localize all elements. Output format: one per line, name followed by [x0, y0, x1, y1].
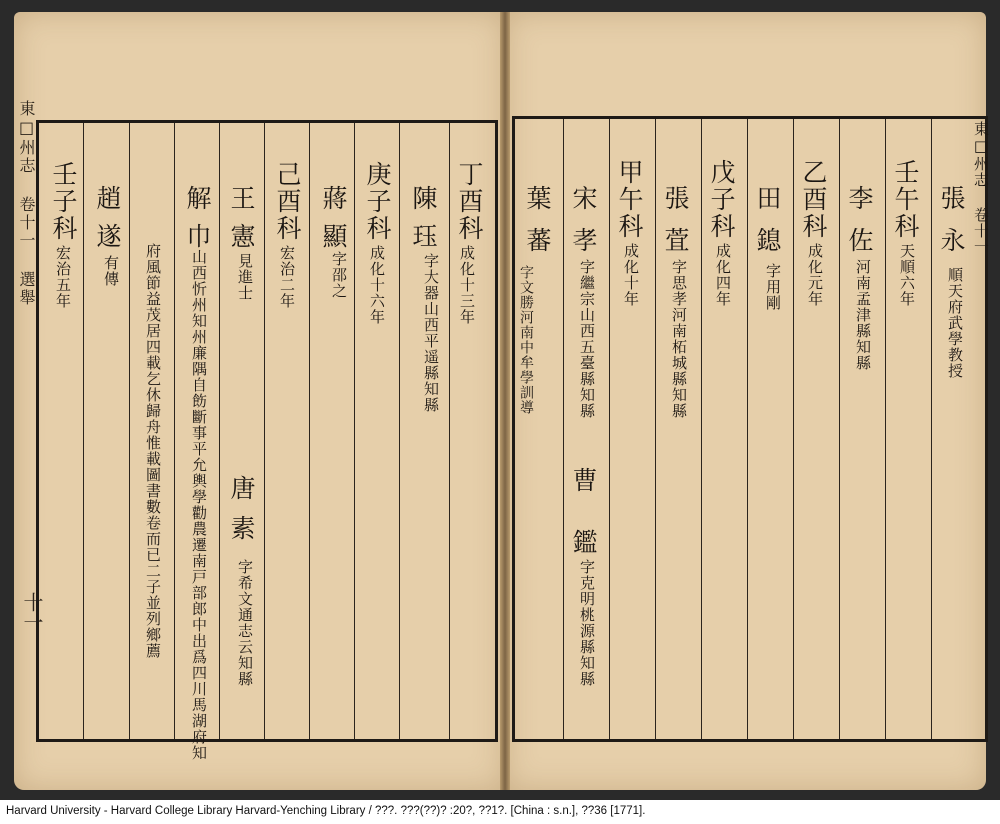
candidate-note: 字希文通志云知縣	[236, 559, 254, 687]
candidate-given-name: 憲	[227, 223, 256, 250]
candidate-note: 字邵之	[330, 251, 348, 299]
candidate-note: 河南孟津縣知縣	[854, 259, 872, 371]
left-margin-title: 東□州志 卷十一 選舉	[17, 100, 36, 307]
candidate-note: 順天府武學教授	[946, 267, 964, 379]
candidate-note: 見進士	[236, 253, 254, 301]
candidate-name: 張	[937, 185, 966, 212]
exam-year-heading: 戊子科	[707, 159, 736, 240]
page-number: 十一	[20, 592, 44, 632]
candidate-name: 陳	[409, 185, 438, 212]
candidate-name: 趙	[93, 185, 122, 212]
candidate-note: 字思孝河南柘城縣知縣	[670, 259, 688, 419]
exam-year-heading: 乙酉科	[799, 159, 828, 240]
reign-year-note: 宏治五年	[54, 245, 72, 309]
reign-year-note: 宏治二年	[278, 245, 296, 309]
candidate-given-name: 顯	[319, 223, 348, 250]
candidate-given-name: 遂	[93, 223, 122, 250]
candidate-note: 字文勝河南中牟學訓導	[518, 265, 534, 415]
candidate-given-name: 佐	[845, 227, 874, 254]
candidate-name: 田	[753, 185, 782, 212]
candidate-note: 字繼宗山西五臺縣知縣	[578, 259, 596, 419]
exam-year-heading: 己酉科	[273, 161, 302, 242]
candidate-name: 宋	[569, 185, 598, 212]
candidate-note: 有傳	[102, 255, 120, 287]
candidate-given-name: 蕃	[523, 227, 552, 254]
reign-year-note: 天順六年	[898, 243, 916, 307]
reign-year-note: 成化十年	[622, 243, 640, 307]
candidate-name: 王	[227, 185, 256, 212]
reign-year-note: 成化四年	[714, 243, 732, 307]
candidate-given-name: 孝	[569, 227, 598, 254]
candidate-name: 李	[845, 185, 874, 212]
candidate-given-name: 珏	[409, 223, 438, 250]
candidate-biography-continued: 府風節益茂居四載乞休歸舟惟載圖書數卷而已二子並列鄉薦	[144, 243, 162, 659]
candidate-given-name: 素	[227, 515, 256, 542]
book-gutter	[500, 12, 510, 790]
candidate-note: 字克明桃源縣知縣	[578, 559, 596, 687]
candidate-name: 解	[183, 185, 212, 212]
right-text-frame	[512, 116, 988, 742]
library-caption: Harvard University - Harvard College Library Harvard-Yenching Library / ???. ???(??)? :20?, ??1?. [China : s.n.], ??36 [1771].	[6, 805, 646, 817]
exam-year-heading: 甲午科	[615, 159, 644, 240]
candidate-note: 字用剛	[764, 263, 782, 311]
candidate-name: 唐	[227, 475, 256, 502]
exam-year-heading: 庚子科	[363, 161, 392, 242]
exam-year-heading: 壬午科	[891, 159, 920, 240]
candidate-given-name: 巾	[183, 223, 212, 250]
candidate-given-name: 鑑	[569, 529, 598, 556]
right-margin-title: 東□州志 卷十一	[972, 121, 990, 255]
candidate-given-name: 鎴	[753, 227, 782, 254]
candidate-name: 蔣	[319, 185, 348, 212]
candidate-name: 張	[661, 185, 690, 212]
candidate-name: 曹	[569, 467, 598, 494]
candidate-given-name: 永	[937, 227, 966, 254]
candidate-biography: 山西忻州知州廉隅自飭斷事平允輿學勸農遷南戸部郎中出爲四川馬湖府知	[190, 249, 208, 761]
reign-year-note: 成化十三年	[458, 245, 476, 325]
exam-year-heading: 壬子科	[49, 161, 78, 242]
reign-year-note: 成化元年	[806, 243, 824, 307]
candidate-given-name: 萓	[661, 227, 690, 254]
reign-year-note: 成化十六年	[368, 245, 386, 325]
exam-year-heading: 丁酉科	[455, 161, 484, 242]
left-text-frame	[36, 120, 498, 761]
candidate-name: 葉	[523, 185, 552, 212]
candidate-note: 字大器山西平遥縣知縣	[422, 253, 440, 413]
